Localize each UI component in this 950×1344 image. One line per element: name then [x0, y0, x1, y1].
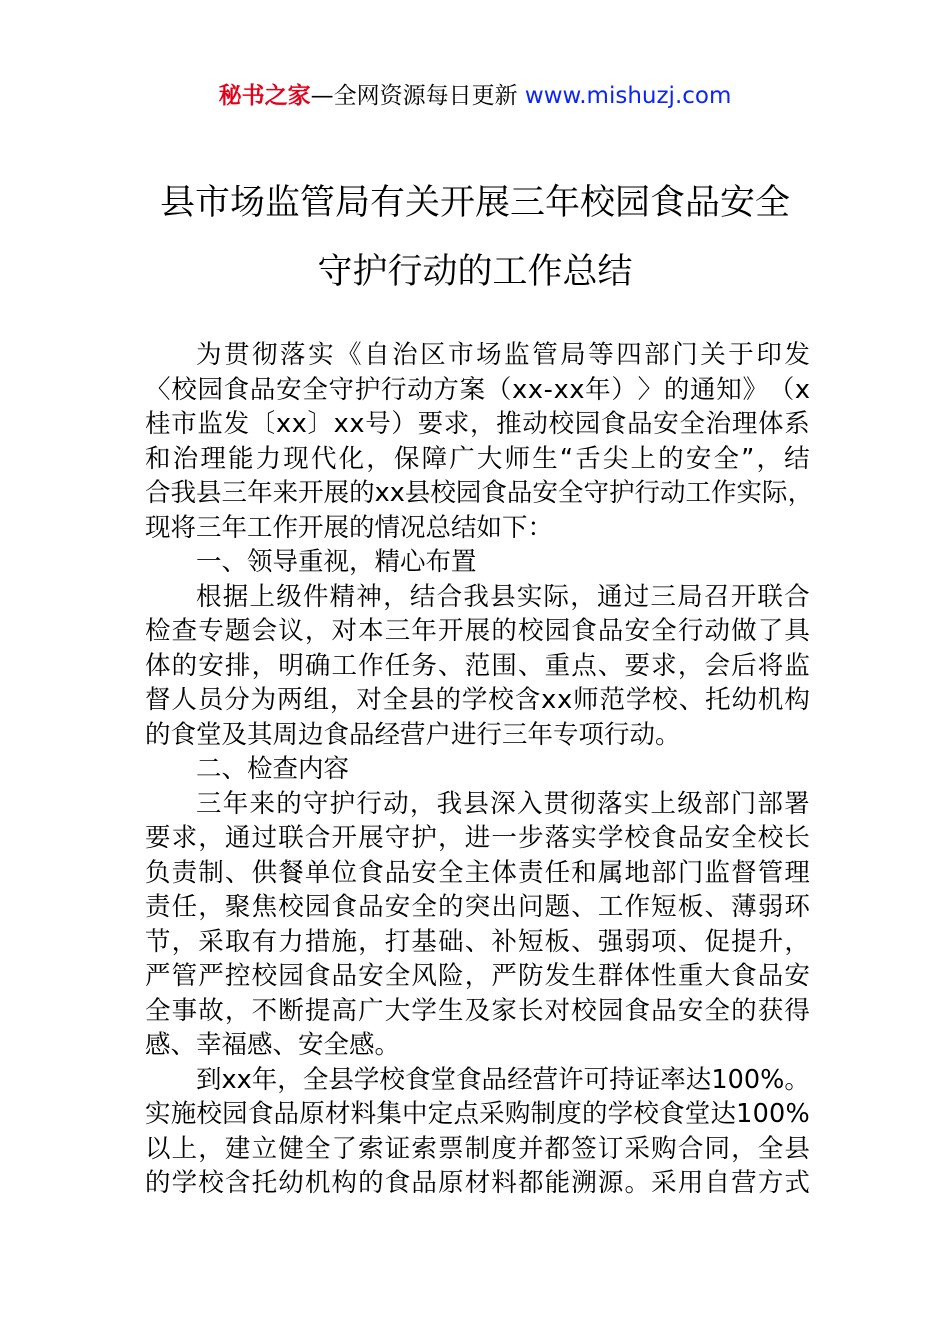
line-text: 二、检查内容 [196, 754, 350, 784]
body-line: 实 施 校 园 食 品 原 材 料 集 中 定 点 采 购 制 度 的 学 校 食 堂 达 1 0 0 % [145, 1099, 810, 1129]
body-line: 以 上 ， 建 立 健 全 了 索 证 索 票 制 度 并 都 签 订 采 购 合 同 ， 全 县 [145, 1133, 810, 1164]
line-text: 一、领导重视，精心布置 [196, 547, 477, 577]
body-line: 和 治 理 能 力 现 代 化 ， 保 障 广 大 师 生 “ 舌 尖 上 的 安 全 ” ， 结 [145, 443, 810, 474]
body-line [145, 511, 810, 546]
body-line: 到 x x 年 ， 全 县 学 校 食 堂 食 品 经 营 许 可 持 证 率 达 1 0 0 % 。 [196, 1064, 810, 1095]
body-line: 体 的 安 排 ， 明 确 工 作 任 务 、 范 围 、 重 点 、 要 求 ， 会 后 将 监 [145, 650, 810, 681]
body-line [145, 1028, 810, 1063]
line-text: 感、幸福感、安全感。 [145, 1030, 401, 1060]
document-title-line-2: 守护行动的工作总结 [317, 252, 633, 292]
body-line: 负 责 制 、 供 餐 单 位 食 品 安 全 主 体 责 任 和 属 地 部 门 监 督 管 理 [145, 857, 810, 888]
body-line: 〈 校 园 食 品 安 全 守 护 行 动 方 案 （ x x - x x 年 ） 〉 的 通 知 》 （ x [145, 374, 810, 405]
section-heading-2 [145, 752, 810, 787]
body-line: 为 贯 彻 落 实 《 自 治 区 市 场 监 管 局 等 四 部 门 关 于 印 发 [196, 340, 810, 370]
body-line: 节 ， 采 取 有 力 措 施 ， 打 基 础 、 补 短 板 、 强 弱 项 、 促 提 升 ， [145, 926, 810, 957]
site-header [0, 78, 950, 114]
site-brand: 秘书之家 [218, 83, 311, 109]
site-url-link[interactable]: www.mishuzj.com [524, 83, 732, 109]
body-line [145, 718, 810, 753]
body-line: 根 据 上 级 件 精 神 ， 结 合 我 县 实 际 ， 通 过 三 局 召 开 联 合 [196, 581, 810, 612]
body-line: 全 事 故 ， 不 断 提 高 广 大 学 生 及 家 长 对 校 园 食 品 安 全 的 获 得 [145, 995, 810, 1026]
section-heading-1 [145, 545, 810, 580]
body-line: 三 年 来 的 守 护 行 动 ， 我 县 深 入 贯 彻 落 实 上 级 部 门 部 署 [196, 788, 810, 819]
line-text: 的食堂及其周边食品经营户进行三年专项行动。 [145, 719, 681, 750]
body-line: 责 任 ， 聚 焦 校 园 食 品 安 全 的 突 出 问 题 、 工 作 短 板 、 薄 弱 环 [145, 892, 810, 922]
body-line: 要 求 ， 通 过 联 合 开 展 守 护 ， 进 一 步 落 实 学 校 食 品 安 全 校 长 [145, 823, 810, 853]
site-tagline: —全网资源每日更新 [310, 83, 525, 109]
body-line: 检 查 专 题 会 议 ， 对 本 三 年 开 展 的 校 园 食 品 安 全 行 动 做 了 具 [145, 616, 810, 646]
body-line: 桂 市 监 发 〔 x x 〕 x x 号 ） 要 求 ， 推 动 校 园 食 品 安 全 治 理 体 系 [145, 409, 810, 439]
document-body [145, 338, 814, 1201]
document-title-line-1: 县市场监管局有关开展三年校园食品安全 [159, 183, 790, 223]
body-line: 严 管 严 控 校 园 食 品 安 全 风 险 ， 严 防 发 生 群 体 性 重 大 食 品 安 [145, 961, 810, 991]
body-line: 的 学 校 含 托 幼 机 构 的 食 品 原 材 料 都 能 溯 源 。 采 用 自 营 方 式 [145, 1168, 810, 1198]
body-line: 合 我 县 三 年 来 开 展 的 x x 县 校 园 食 品 安 全 守 护 行 动 工 作 实 际 ， [145, 478, 814, 508]
body-line: 督 人 员 分 为 两 组 ， 对 全 县 的 学 校 含 x x 师 范 学 校 、 托 幼 机 构 [145, 685, 810, 715]
line-text: 现将三年工作开展的情况总结如下： [145, 512, 554, 543]
